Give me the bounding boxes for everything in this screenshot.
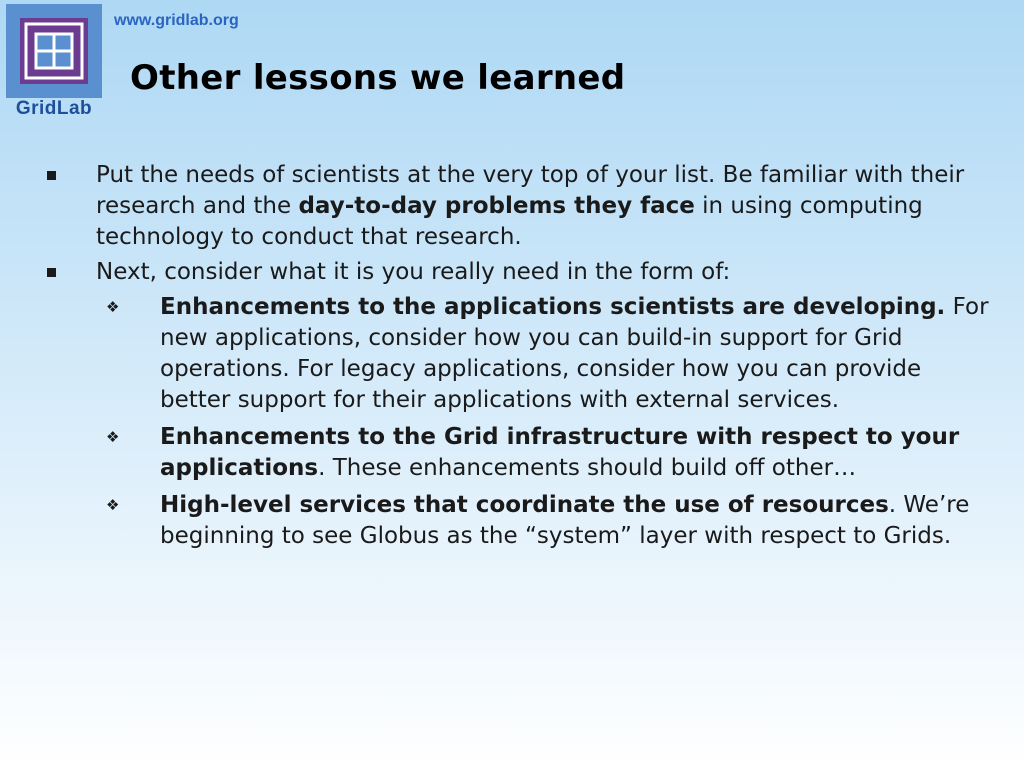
slide-content xyxy=(40,160,990,558)
site-url: www.gridlab.org xyxy=(114,12,239,29)
sub-bullet-item-3 xyxy=(40,490,990,552)
diamond-bullet-icon: ❖ xyxy=(106,428,120,446)
bullet-text: Next, consider what it is you really need in the form of: xyxy=(96,259,731,285)
square-bullet-icon xyxy=(47,171,56,180)
logo-wordmark: GridLab xyxy=(15,98,93,119)
bullet-text-pre: Put the needs of scientists at the very top of your list. Be familiar with their research and the xyxy=(96,162,965,219)
sub-bullet-text-bold: High-level services that coordinate the use of resources xyxy=(160,492,889,518)
sub-bullet-item-2 xyxy=(40,422,990,484)
square-bullet-icon xyxy=(47,268,56,277)
sub-bullet-text-post: . We’re beginning to see Globus as the “system” layer with respect to Grids. xyxy=(160,492,970,549)
sub-bullet-text-bold: Enhancements to the applications scientists are developing. xyxy=(160,294,946,320)
bullet-text-bold: day-to-day problems they face xyxy=(298,193,695,219)
slide-title: Other lessons we learned xyxy=(130,58,626,98)
bullet-item-1 xyxy=(40,160,990,253)
gridlab-logo xyxy=(6,4,102,120)
bullet-item-2 xyxy=(40,257,990,288)
sub-bullet-text-bold: Enhancements to the Grid infrastructure with respect to your applications xyxy=(160,424,960,481)
gridlab-logo-icon xyxy=(6,4,102,98)
sub-bullet-text-post: For new applications, consider how you can build-in support for Grid operations. For legacy applications, consider how you can provide better support for their applications with external services. xyxy=(160,294,989,413)
sub-bullet-text-post: . These enhancements should build off other… xyxy=(318,455,857,481)
bullet-text-post: in using computing technology to conduct that research. xyxy=(96,193,923,250)
diamond-bullet-icon: ❖ xyxy=(106,298,120,316)
sub-bullet-item-1 xyxy=(40,292,990,416)
diamond-bullet-icon: ❖ xyxy=(106,496,120,514)
